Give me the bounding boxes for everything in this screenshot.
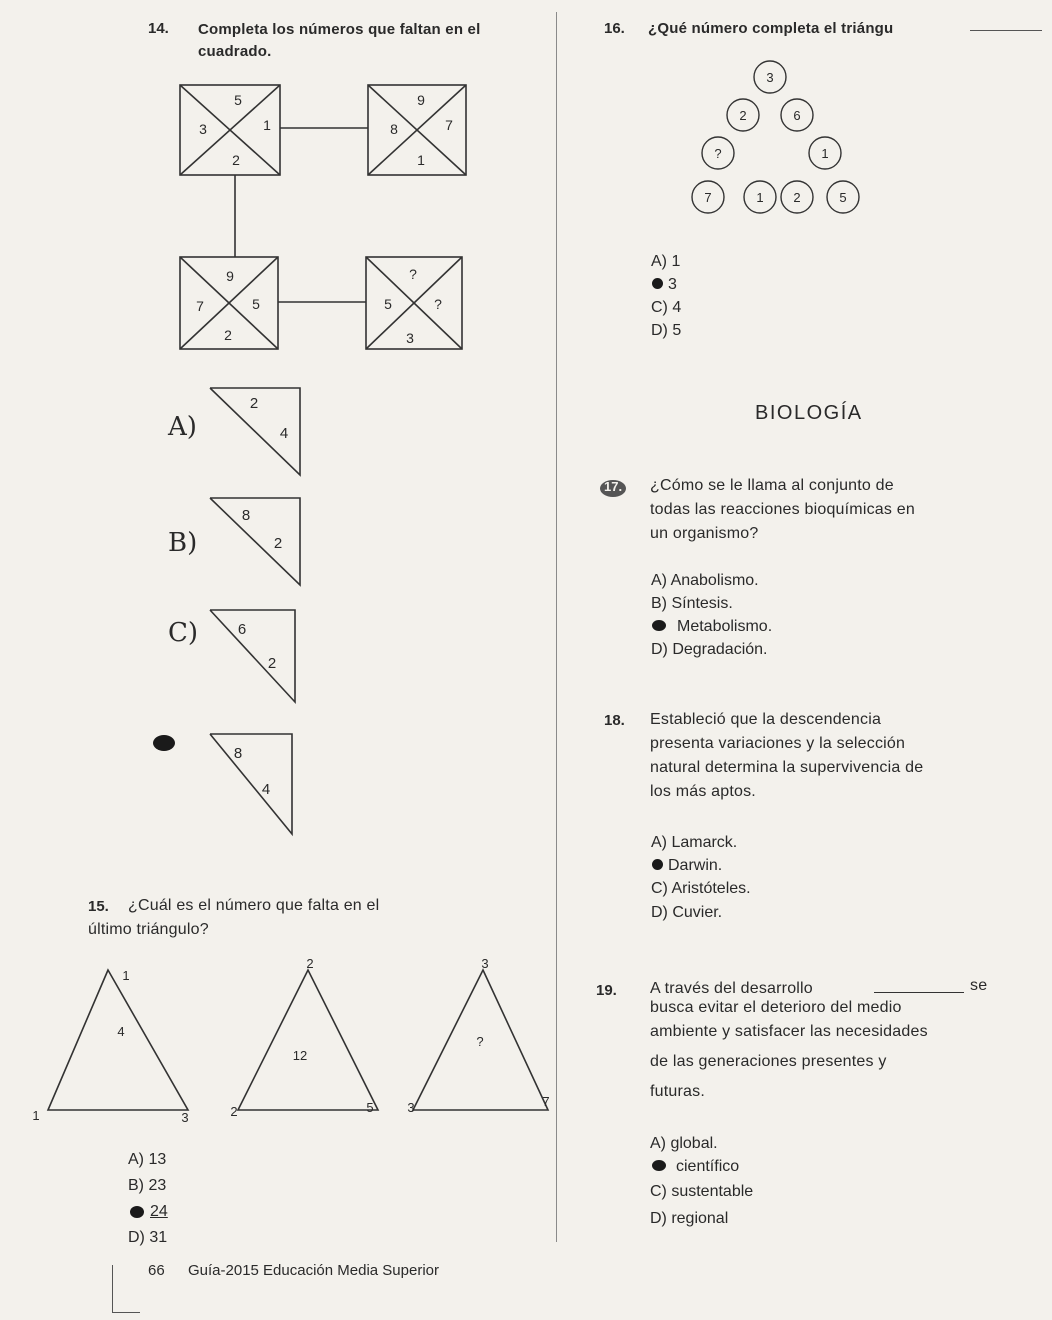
- q14-option-c-letter: C): [168, 618, 199, 648]
- q14-text-line2: cuadrado.: [198, 43, 272, 60]
- q14-tr-bottom: 1: [417, 152, 425, 168]
- q14-square-puzzle: [170, 75, 480, 365]
- q14-option-d-top: 8: [233, 745, 243, 762]
- q16-option-c[interactable]: C) 4: [651, 299, 682, 316]
- q16-answer-line: [970, 30, 1042, 31]
- q14-bl-top: 9: [226, 268, 234, 284]
- q18-number: 18.: [604, 712, 625, 729]
- q16-row4-cell4: 5: [839, 190, 847, 205]
- q19-text-line2: busca evitar el deterioro del medio: [650, 999, 902, 1016]
- q15-text-line1: ¿Cuál es el número que falta en el: [128, 897, 380, 914]
- q17-option-c-marked-bubble: [652, 620, 666, 631]
- q15-t2-bl: 2: [230, 1104, 238, 1119]
- q19-blank[interactable]: [874, 992, 964, 993]
- footer-text: Guía-2015 Educación Media Superior: [188, 1262, 439, 1279]
- q14-option-b-letter: B): [168, 528, 198, 558]
- q15-t2-top: 2: [306, 956, 314, 971]
- q14-tl-right: 1: [263, 117, 271, 133]
- q19-option-b[interactable]: científico: [676, 1158, 740, 1175]
- q14-bl-left: 7: [196, 298, 204, 314]
- q16-text: ¿Qué número completa el triángu: [648, 20, 894, 37]
- q19-text-line3: ambiente y satisfacer las necesidades: [650, 1023, 928, 1040]
- q19-option-d[interactable]: D) regional: [650, 1210, 729, 1227]
- footer-rule-horizontal: [112, 1312, 140, 1313]
- q15-t1-left: 4: [117, 1024, 125, 1039]
- q16-option-b-marked-bubble: [652, 278, 663, 289]
- q15-option-d[interactable]: D) 31: [128, 1229, 168, 1246]
- q17-option-a[interactable]: A) Anabolismo.: [651, 572, 759, 589]
- q16-row4-cell3: 2: [793, 190, 801, 205]
- q17-number: 17.: [604, 479, 623, 494]
- q14-option-d-marked-bubble: [153, 735, 175, 751]
- q18-option-b-marked-bubble: [652, 859, 663, 870]
- q15-t2-br: 5: [366, 1100, 374, 1115]
- q15-t3-br: 7: [542, 1094, 550, 1109]
- q18-option-b[interactable]: Darwin.: [668, 857, 723, 874]
- q15-number: 15.: [88, 898, 109, 915]
- q16-row4-cell2: 1: [756, 190, 764, 205]
- q18-text-line1: Estableció que la descendencia: [650, 711, 882, 728]
- q16-row1-cell1: 3: [766, 70, 774, 85]
- q14-tl-top: 5: [234, 92, 242, 108]
- q14-option-a-letter: A): [168, 412, 197, 442]
- q16-number: 16.: [604, 20, 625, 37]
- q18-text-line4: los más aptos.: [650, 783, 756, 800]
- q14-br-top: ?: [409, 266, 417, 282]
- q15-t1-top: 1: [122, 968, 130, 983]
- q19-text-line1-b: se: [970, 977, 988, 994]
- q16-row2-cell2: 6: [793, 108, 801, 123]
- q15-t1-bl: 1: [32, 1108, 40, 1123]
- q17-text-line3: un organismo?: [650, 525, 759, 542]
- q14-option-c[interactable]: [200, 600, 310, 710]
- q14-tl-left: 3: [199, 121, 207, 137]
- q18-text-line2: presenta variaciones y la selección: [650, 735, 906, 752]
- q14-option-d[interactable]: [200, 722, 310, 842]
- q14-br-right: ?: [434, 296, 442, 312]
- q14-text-line1: Completa los números que faltan en el: [198, 21, 481, 38]
- q15-t3-top: 3: [481, 956, 489, 971]
- q16-row4-cell1: 7: [704, 190, 712, 205]
- q16-option-d[interactable]: D) 5: [651, 322, 682, 339]
- q18-option-a[interactable]: A) Lamarck.: [651, 834, 738, 851]
- q14-option-b[interactable]: [200, 490, 310, 590]
- q19-text-line5: futuras.: [650, 1083, 705, 1100]
- q18-option-d[interactable]: D) Cuvier.: [651, 904, 723, 921]
- q16-row3-cell1: ?: [714, 146, 722, 161]
- q16-option-a[interactable]: A) 1: [651, 253, 681, 270]
- q18-text-line3: natural determina la supervivencia de: [650, 759, 924, 776]
- q14-tr-top: 9: [417, 92, 425, 108]
- q19-text-line4: de las generaciones presentes y: [650, 1053, 887, 1070]
- section-title: BIOLOGÍA: [755, 402, 863, 424]
- q14-br-left: 5: [384, 296, 392, 312]
- q17-text-line1: ¿Cómo se le llama al conjunto de: [650, 477, 894, 494]
- q14-br-bottom: 3: [406, 330, 414, 346]
- q19-number: 19.: [596, 982, 617, 999]
- q15-option-c[interactable]: 24: [150, 1203, 168, 1220]
- q17-text-line2: todas las reacciones bioquímicas en: [650, 501, 915, 518]
- q19-text-line1-a: A través del desarrollo: [650, 980, 813, 997]
- q16-number-triangle: [680, 55, 880, 220]
- q18-option-c[interactable]: C) Aristóteles.: [651, 880, 751, 897]
- q14-option-c-top: 6: [237, 621, 247, 638]
- q14-number: 14.: [148, 20, 169, 37]
- q15-t3-bl: 3: [407, 1100, 415, 1115]
- q19-option-a[interactable]: A) global.: [650, 1135, 718, 1152]
- q17-option-c[interactable]: Metabolismo.: [677, 618, 773, 635]
- q14-bl-right: 5: [252, 296, 260, 312]
- q15-option-c-marked-bubble: [130, 1206, 144, 1218]
- q15-t1-br: 3: [181, 1110, 189, 1125]
- q14-option-b-top: 8: [241, 507, 251, 524]
- q14-option-a-right: 4: [279, 425, 289, 442]
- q15-option-b[interactable]: B) 23: [128, 1177, 167, 1194]
- q15-text-line2: último triángulo?: [88, 921, 209, 938]
- footer-rule-vertical: [112, 1265, 113, 1313]
- q15-option-a[interactable]: A) 13: [128, 1151, 167, 1168]
- footer-page-number: 66: [148, 1262, 165, 1279]
- q19-option-c[interactable]: C) sustentable: [650, 1183, 754, 1200]
- q14-tr-left: 8: [390, 121, 398, 137]
- q14-option-d-right: 4: [261, 781, 271, 798]
- q19-option-b-marked-bubble: [652, 1160, 666, 1171]
- q17-option-d[interactable]: D) Degradación.: [651, 641, 768, 658]
- q14-bl-bottom: 2: [224, 327, 232, 343]
- q14-tl-bottom: 2: [232, 152, 240, 168]
- q14-option-c-right: 2: [267, 655, 277, 672]
- q16-row3-cell2: 1: [821, 146, 829, 161]
- q14-tr-right: 7: [445, 117, 453, 133]
- q14-option-a[interactable]: [200, 380, 310, 480]
- q14-option-b-right: 2: [273, 535, 283, 552]
- q15-t2-center: 12: [292, 1048, 308, 1063]
- q15-triangles: [28, 950, 558, 1130]
- q16-row2-cell1: 2: [739, 108, 747, 123]
- q15-t3-center: ?: [476, 1034, 484, 1049]
- q17-option-b[interactable]: B) Síntesis.: [651, 595, 733, 612]
- q16-option-b[interactable]: 3: [668, 276, 677, 293]
- q14-option-a-top: 2: [249, 395, 259, 412]
